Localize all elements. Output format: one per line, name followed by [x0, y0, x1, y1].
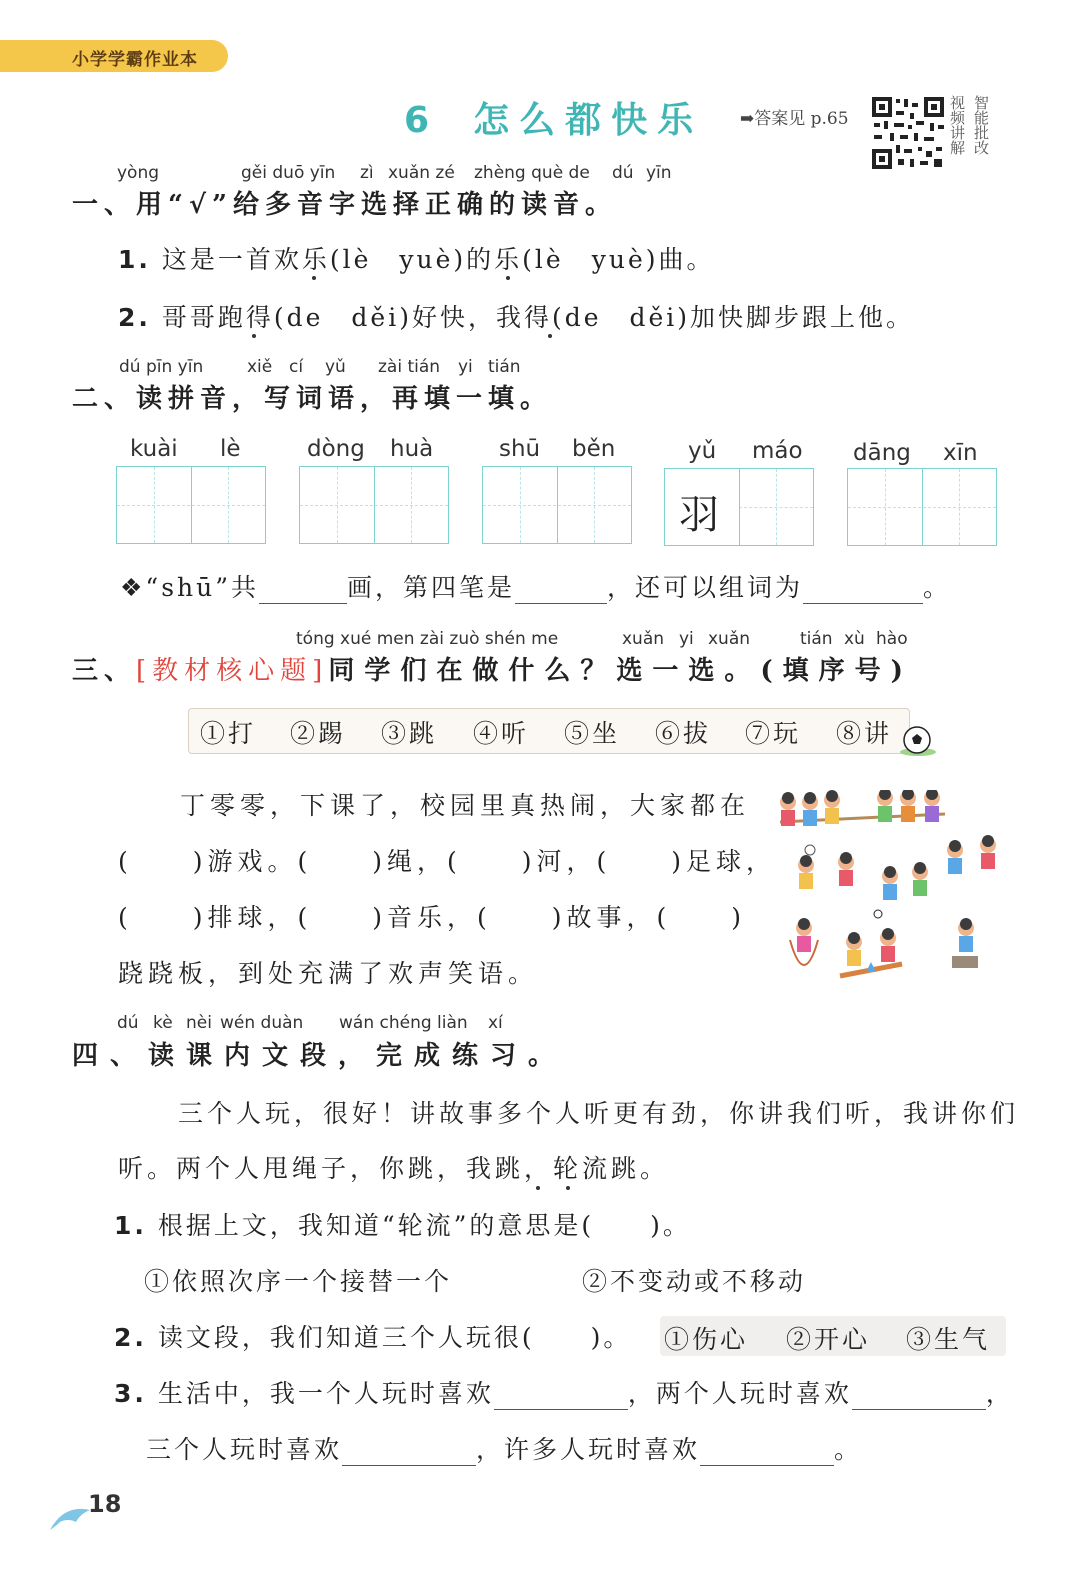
question-1-2 — [118, 298, 914, 334]
brand-label: 小学学霸作业本 — [72, 50, 198, 70]
pinyin: yīn — [646, 163, 672, 183]
option: ③生气 — [906, 1325, 991, 1354]
pinyin: zài tián — [378, 357, 441, 377]
writing-grid-1[interactable] — [116, 466, 266, 544]
question-number: 1. — [114, 1211, 147, 1240]
lesson-number: 6 — [404, 100, 440, 141]
pinyin: tóng xué men zài zuò shén me — [296, 629, 559, 649]
playground-illustration — [770, 790, 1010, 1000]
pinyin: nèi — [186, 1013, 212, 1033]
pinyin: cí — [289, 357, 304, 377]
grid-cell[interactable] — [739, 469, 813, 545]
dolphin-icon — [46, 1500, 94, 1536]
fill-text: 画，第四笔是 — [347, 573, 516, 602]
word-pinyin: yǔ — [688, 438, 717, 464]
emphasis-dot — [252, 334, 256, 338]
option: ①依照次序一个接替一个 — [144, 1267, 453, 1296]
grid-cell[interactable]: 羽 — [679, 492, 719, 538]
pinyin: zhèng què de — [474, 163, 590, 183]
question-text: 根据上文，我知道“轮流”的意思是( )。 — [157, 1211, 691, 1240]
passage-line: 丁零零，下课了，校园里真热闹，大家都在 — [180, 791, 751, 820]
pinyin: yòng — [117, 163, 160, 183]
pinyin: wán chéng liàn — [339, 1013, 468, 1033]
core-question-tag: [教材核心题] — [136, 656, 329, 686]
emphasis-dot — [536, 1186, 540, 1190]
question-text: 这是一首欢乐(lè yuè)的乐(lè yuè)曲。 — [161, 245, 715, 274]
pinyin: yǔ — [325, 357, 346, 377]
pinyin: yi — [679, 629, 694, 649]
stroke-count-blank[interactable] — [259, 573, 347, 604]
soccer-ball-icon — [898, 722, 938, 758]
pinyin: xí — [488, 1013, 503, 1033]
question-number: 1. — [118, 245, 151, 274]
question-text: 哥哥跑得(de děi)好快，我得(de děi)加快脚步跟上他。 — [161, 303, 915, 332]
emphasis-dot — [548, 334, 552, 338]
pinyin: tián — [488, 357, 521, 377]
passage-line: 跷跷板，到处充满了欢声笑语。 — [118, 959, 539, 988]
grid-cell[interactable] — [483, 467, 557, 543]
answer-blank[interactable] — [852, 1379, 986, 1410]
grid-cell[interactable] — [557, 467, 631, 543]
pinyin: dú — [612, 163, 634, 183]
question-4-2 — [114, 1318, 631, 1354]
option: ①伤心 — [664, 1325, 749, 1354]
word-pinyin: huà — [390, 436, 434, 462]
word-pinyin: dāng — [853, 440, 911, 466]
pinyin: xuǎn — [708, 629, 751, 649]
fill-text: ，还可以组词为 — [607, 573, 804, 602]
page-number: 18 — [88, 1490, 122, 1518]
pinyin: xuǎn zé — [388, 163, 455, 183]
pinyin: xù — [844, 629, 865, 649]
passage-line: 三个人玩，很好！讲故事多个人听更有劲，你讲我们听，我讲你们 — [178, 1099, 1020, 1128]
answer-blank[interactable] — [700, 1435, 834, 1466]
fill-text: 。 — [923, 573, 952, 602]
question-4-3: 3. 生活中，我一个人玩时喜欢 ，两个人玩时喜欢 ， — [114, 1379, 1014, 1408]
emphasis-dot — [566, 1186, 570, 1190]
emphasis-dot — [506, 276, 510, 280]
fill-in-line — [120, 568, 951, 604]
word-pinyin: shū — [499, 436, 541, 462]
question-4-1 — [114, 1206, 691, 1242]
qr-code[interactable] — [870, 95, 946, 171]
word-pinyin: xīn — [943, 440, 978, 466]
option: ③跳 — [381, 719, 438, 748]
option: ②不变动或不移动 — [582, 1267, 807, 1296]
answer-blank[interactable] — [342, 1435, 476, 1466]
writing-grid-2[interactable] — [299, 466, 449, 544]
option: ④听 — [473, 719, 530, 748]
writing-grid-4[interactable] — [664, 468, 814, 546]
fill-text: ❖“shū”共 — [120, 573, 260, 602]
pinyin: yi — [458, 357, 473, 377]
pinyin: gěi duō yīn — [241, 163, 336, 183]
word-blank[interactable] — [803, 573, 923, 604]
grid-cell[interactable] — [191, 467, 265, 543]
question-4-3-cont: 三个人玩时喜欢 ，许多人玩时喜欢 。 — [146, 1435, 863, 1464]
lesson-title — [404, 92, 703, 143]
option: ②踢 — [290, 719, 347, 748]
pinyin: dú pīn yīn — [119, 357, 204, 377]
option: ⑦玩 — [745, 719, 802, 748]
section-1-heading: 一、用“√”给多音字选择正确的读音。 — [72, 190, 617, 220]
word-pinyin: máo — [752, 438, 803, 464]
grid-cell[interactable] — [117, 467, 191, 543]
word-pinyin: běn — [572, 436, 616, 462]
question-number: 2. — [118, 303, 151, 332]
pinyin: xiě — [247, 357, 273, 377]
question-1-1 — [118, 240, 715, 276]
answer-blank[interactable] — [494, 1379, 628, 1410]
question-number: 3. — [114, 1379, 147, 1408]
grid-cell[interactable] — [374, 467, 448, 543]
emphasis-dot — [312, 276, 316, 280]
section-2-heading: 二、读拼音，写词语，再填一填。 — [72, 384, 553, 414]
writing-grid-5[interactable] — [847, 468, 997, 546]
option: ②开心 — [786, 1325, 871, 1354]
word-pinyin: kuài — [130, 436, 178, 462]
fourth-stroke-blank[interactable] — [515, 573, 607, 604]
pinyin: xuǎn — [622, 629, 665, 649]
qr-label-video: 视频讲解 — [948, 95, 966, 155]
qr-label-grading: 智能批改 — [972, 95, 990, 155]
question-text: 读文段，我们知道三个人玩很( )。 — [157, 1323, 632, 1352]
grid-cell[interactable] — [300, 467, 374, 543]
writing-grid-3[interactable] — [482, 466, 632, 544]
section-4-heading: 四、读课内文段，完成练习。 — [72, 1041, 567, 1071]
pinyin: dú — [117, 1013, 139, 1033]
pinyin: hào — [876, 629, 908, 649]
grid-cell[interactable] — [848, 469, 922, 545]
pinyin: wén duàn — [220, 1013, 304, 1033]
pinyin: zì — [360, 163, 374, 183]
passage-line: ( )排球，( )音乐，( )故事，( ) — [118, 903, 747, 932]
section-3-heading: 三、[教材核心题]同学们在做什么？选一选。(填序号) — [72, 656, 913, 686]
option: ⑧讲 — [836, 719, 893, 748]
option: ⑥拔 — [655, 719, 712, 748]
pinyin: kè — [153, 1013, 173, 1033]
grid-cell[interactable] — [922, 469, 996, 545]
word-pinyin: dòng — [307, 436, 365, 462]
question-number: 2. — [114, 1323, 147, 1352]
word-pinyin: lè — [220, 436, 241, 462]
option: ⑤坐 — [564, 719, 621, 748]
answer-reference: ➡答案见 p.65 — [740, 109, 849, 129]
passage-line: 听。两个人甩绳子，你跳，我跳，轮流跳。 — [118, 1154, 670, 1183]
passage-line: ( )游戏。( )绳，( )河，( )足球， — [118, 847, 777, 876]
lesson-name: 怎么都快乐 — [473, 100, 704, 141]
pinyin: tián — [800, 629, 833, 649]
brand-tag — [0, 40, 228, 72]
option: ①打 — [200, 719, 257, 748]
